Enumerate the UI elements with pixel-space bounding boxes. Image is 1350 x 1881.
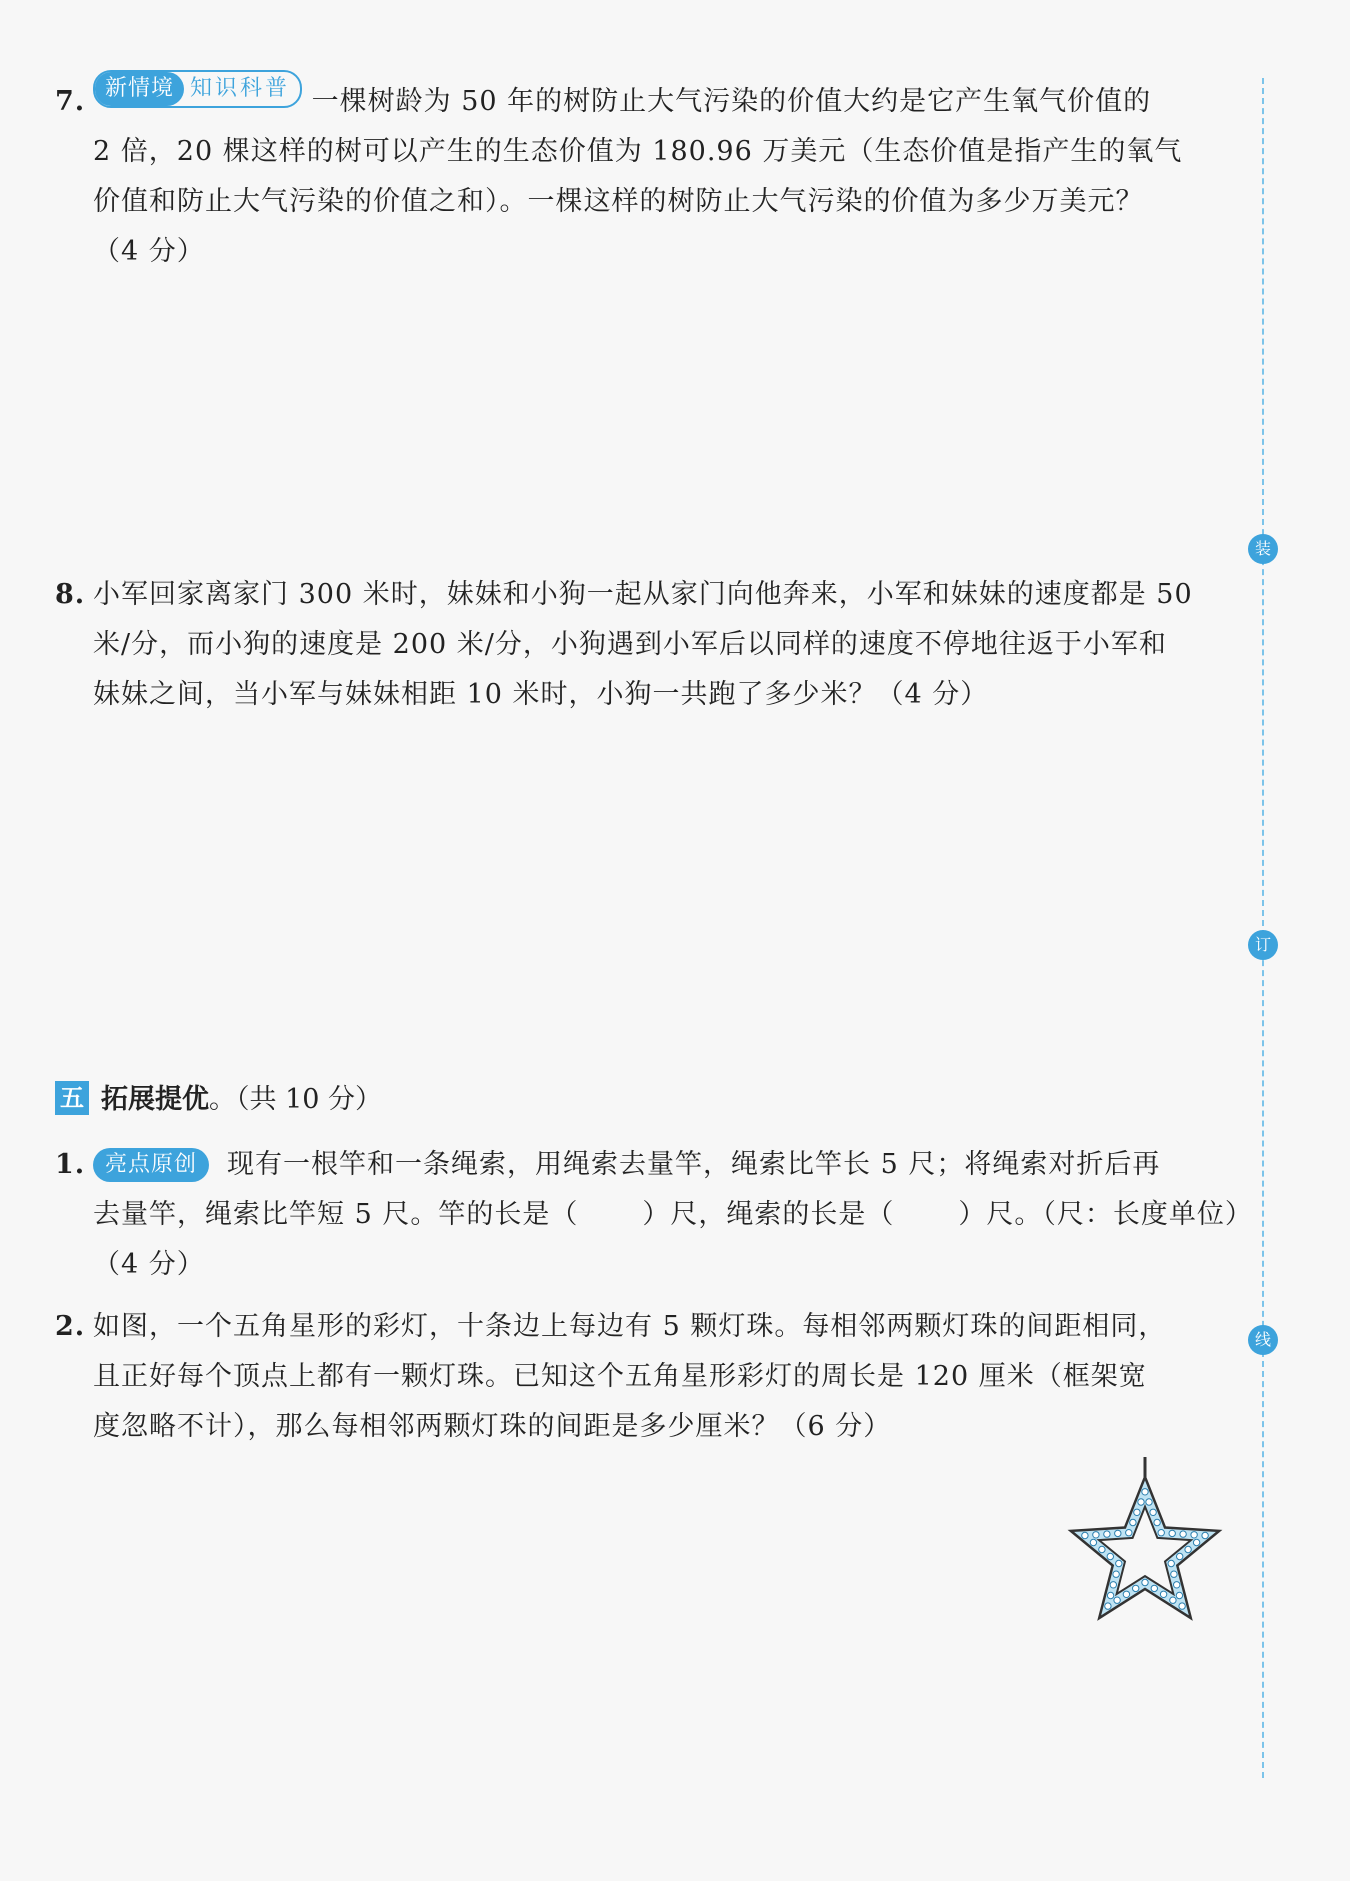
- lamp-bead: [1104, 1531, 1110, 1537]
- lamp-bead: [1123, 1591, 1129, 1597]
- lamp-bead: [1154, 1519, 1160, 1525]
- question-text: 现有一根竿和一条绳索，用绳索去量竿，绳索比竿长 5 尺；将绳索对折后再: [227, 1149, 1161, 1180]
- lamp-bead: [1180, 1531, 1186, 1537]
- lamp-bead: [1113, 1571, 1119, 1577]
- lamp-bead: [1202, 1532, 1208, 1538]
- question-text: 小军回家离家门 300 米时，妹妹和小狗一起从家门向他奔来，小军和妹妹的速度都是 50: [93, 579, 1193, 610]
- question-text: 如图，一个五角星形的彩灯，十条边上每边有 5 颗灯珠。每相邻两颗灯珠的间距相同，: [93, 1311, 1167, 1342]
- lamp-bead: [1174, 1582, 1180, 1588]
- lamp-bead: [1114, 1597, 1120, 1603]
- section-title: 拓展提优: [101, 1084, 209, 1115]
- section-score: 。（共 10 分）: [209, 1084, 383, 1115]
- lamp-bead: [1179, 1603, 1185, 1609]
- lamp-bead: [1110, 1582, 1116, 1588]
- binding-mark: 线: [1248, 1325, 1278, 1355]
- lamp-bead: [1082, 1532, 1088, 1538]
- lamp-bead: [1176, 1592, 1182, 1598]
- star-shape: [1071, 1477, 1219, 1618]
- binding-mark: 订: [1248, 930, 1278, 960]
- problem-2: [55, 1302, 1235, 1452]
- question-number: 2.: [55, 1311, 86, 1342]
- lamp-bead: [1130, 1519, 1136, 1525]
- question-number: 7.: [55, 86, 86, 117]
- lamp-bead: [1126, 1530, 1132, 1536]
- highlight-original-tag: 亮点原创: [93, 1148, 209, 1182]
- question-7: [55, 70, 1235, 277]
- lamp-bead: [1107, 1553, 1113, 1559]
- lamp-bead: [1099, 1546, 1105, 1552]
- question-number: 1.: [55, 1149, 86, 1180]
- question-text: 一棵树龄为 50 年的树防止大气污染的价值大约是它产生氧气价值的: [311, 86, 1152, 117]
- question-number: 8.: [55, 579, 86, 610]
- binding-mark: 装: [1248, 534, 1278, 564]
- lamp-bead: [1134, 1509, 1140, 1515]
- lamp-bead: [1116, 1560, 1122, 1566]
- lamp-bead: [1133, 1585, 1139, 1591]
- problem-1: [55, 1140, 1253, 1290]
- lamp-bead: [1158, 1530, 1164, 1536]
- question-text: 2 倍，20 棵这样的树可以产生的生态价值为 180.96 万美元（生态价值是指产生的氧气: [93, 136, 1183, 167]
- question-text: 价值和防止大气污染的价值之和）。一棵这样的树防止大气污染的价值为多少万美元？: [93, 186, 1144, 217]
- section-header: [55, 1080, 382, 1120]
- star-lamp-figure: [1065, 1455, 1225, 1625]
- question-text: 去量竿，绳索比竿短 5 尺。竿的长是（: [93, 1199, 579, 1230]
- lamp-bead: [1107, 1592, 1113, 1598]
- lamp-bead: [1115, 1530, 1121, 1536]
- lamp-bead: [1093, 1532, 1099, 1538]
- section-badge: 五: [55, 1081, 89, 1115]
- lamp-bead: [1150, 1509, 1156, 1515]
- lamp-bead: [1169, 1530, 1175, 1536]
- lamp-bead: [1185, 1546, 1191, 1552]
- question-8: [55, 570, 1235, 720]
- lamp-bead: [1146, 1499, 1152, 1505]
- lamp-bead: [1142, 1489, 1148, 1495]
- lamp-bead: [1168, 1560, 1174, 1566]
- lamp-bead: [1191, 1532, 1197, 1538]
- question-score: （4 分）: [93, 236, 205, 267]
- question-score: （4 分）: [93, 1249, 205, 1280]
- lamp-bead: [1142, 1579, 1148, 1585]
- question-text: 度忽略不计），那么每相邻两颗灯珠的间距是多少厘米？（6 分）: [93, 1411, 892, 1442]
- question-text: 妹妹之间，当小军与妹妹相距 10 米时，小狗一共跑了多少米？（4 分）: [93, 679, 989, 710]
- lamp-bead: [1151, 1585, 1157, 1591]
- question-text: 且正好每个顶点上都有一颗灯珠。已知这个五角星形彩灯的周长是 120 厘米（框架宽: [93, 1361, 1147, 1392]
- lamp-bead: [1177, 1553, 1183, 1559]
- binding-dashed-line: [1262, 78, 1264, 1778]
- question-text: ）尺。（尺：长度单位）: [958, 1199, 1253, 1230]
- lamp-bead: [1138, 1499, 1144, 1505]
- new-context-tag: 新情境 知识科普: [93, 70, 302, 108]
- lamp-bead: [1170, 1597, 1176, 1603]
- lamp-bead: [1090, 1539, 1096, 1545]
- question-text: 米/分，而小狗的速度是 200 米/分，小狗遇到小军后以同样的速度不停地往返于小军和: [93, 629, 1167, 660]
- lamp-bead: [1171, 1571, 1177, 1577]
- lamp-bead: [1105, 1603, 1111, 1609]
- question-text: ）尺，绳索的长是（: [642, 1199, 895, 1230]
- lamp-bead: [1193, 1539, 1199, 1545]
- lamp-bead: [1160, 1591, 1166, 1597]
